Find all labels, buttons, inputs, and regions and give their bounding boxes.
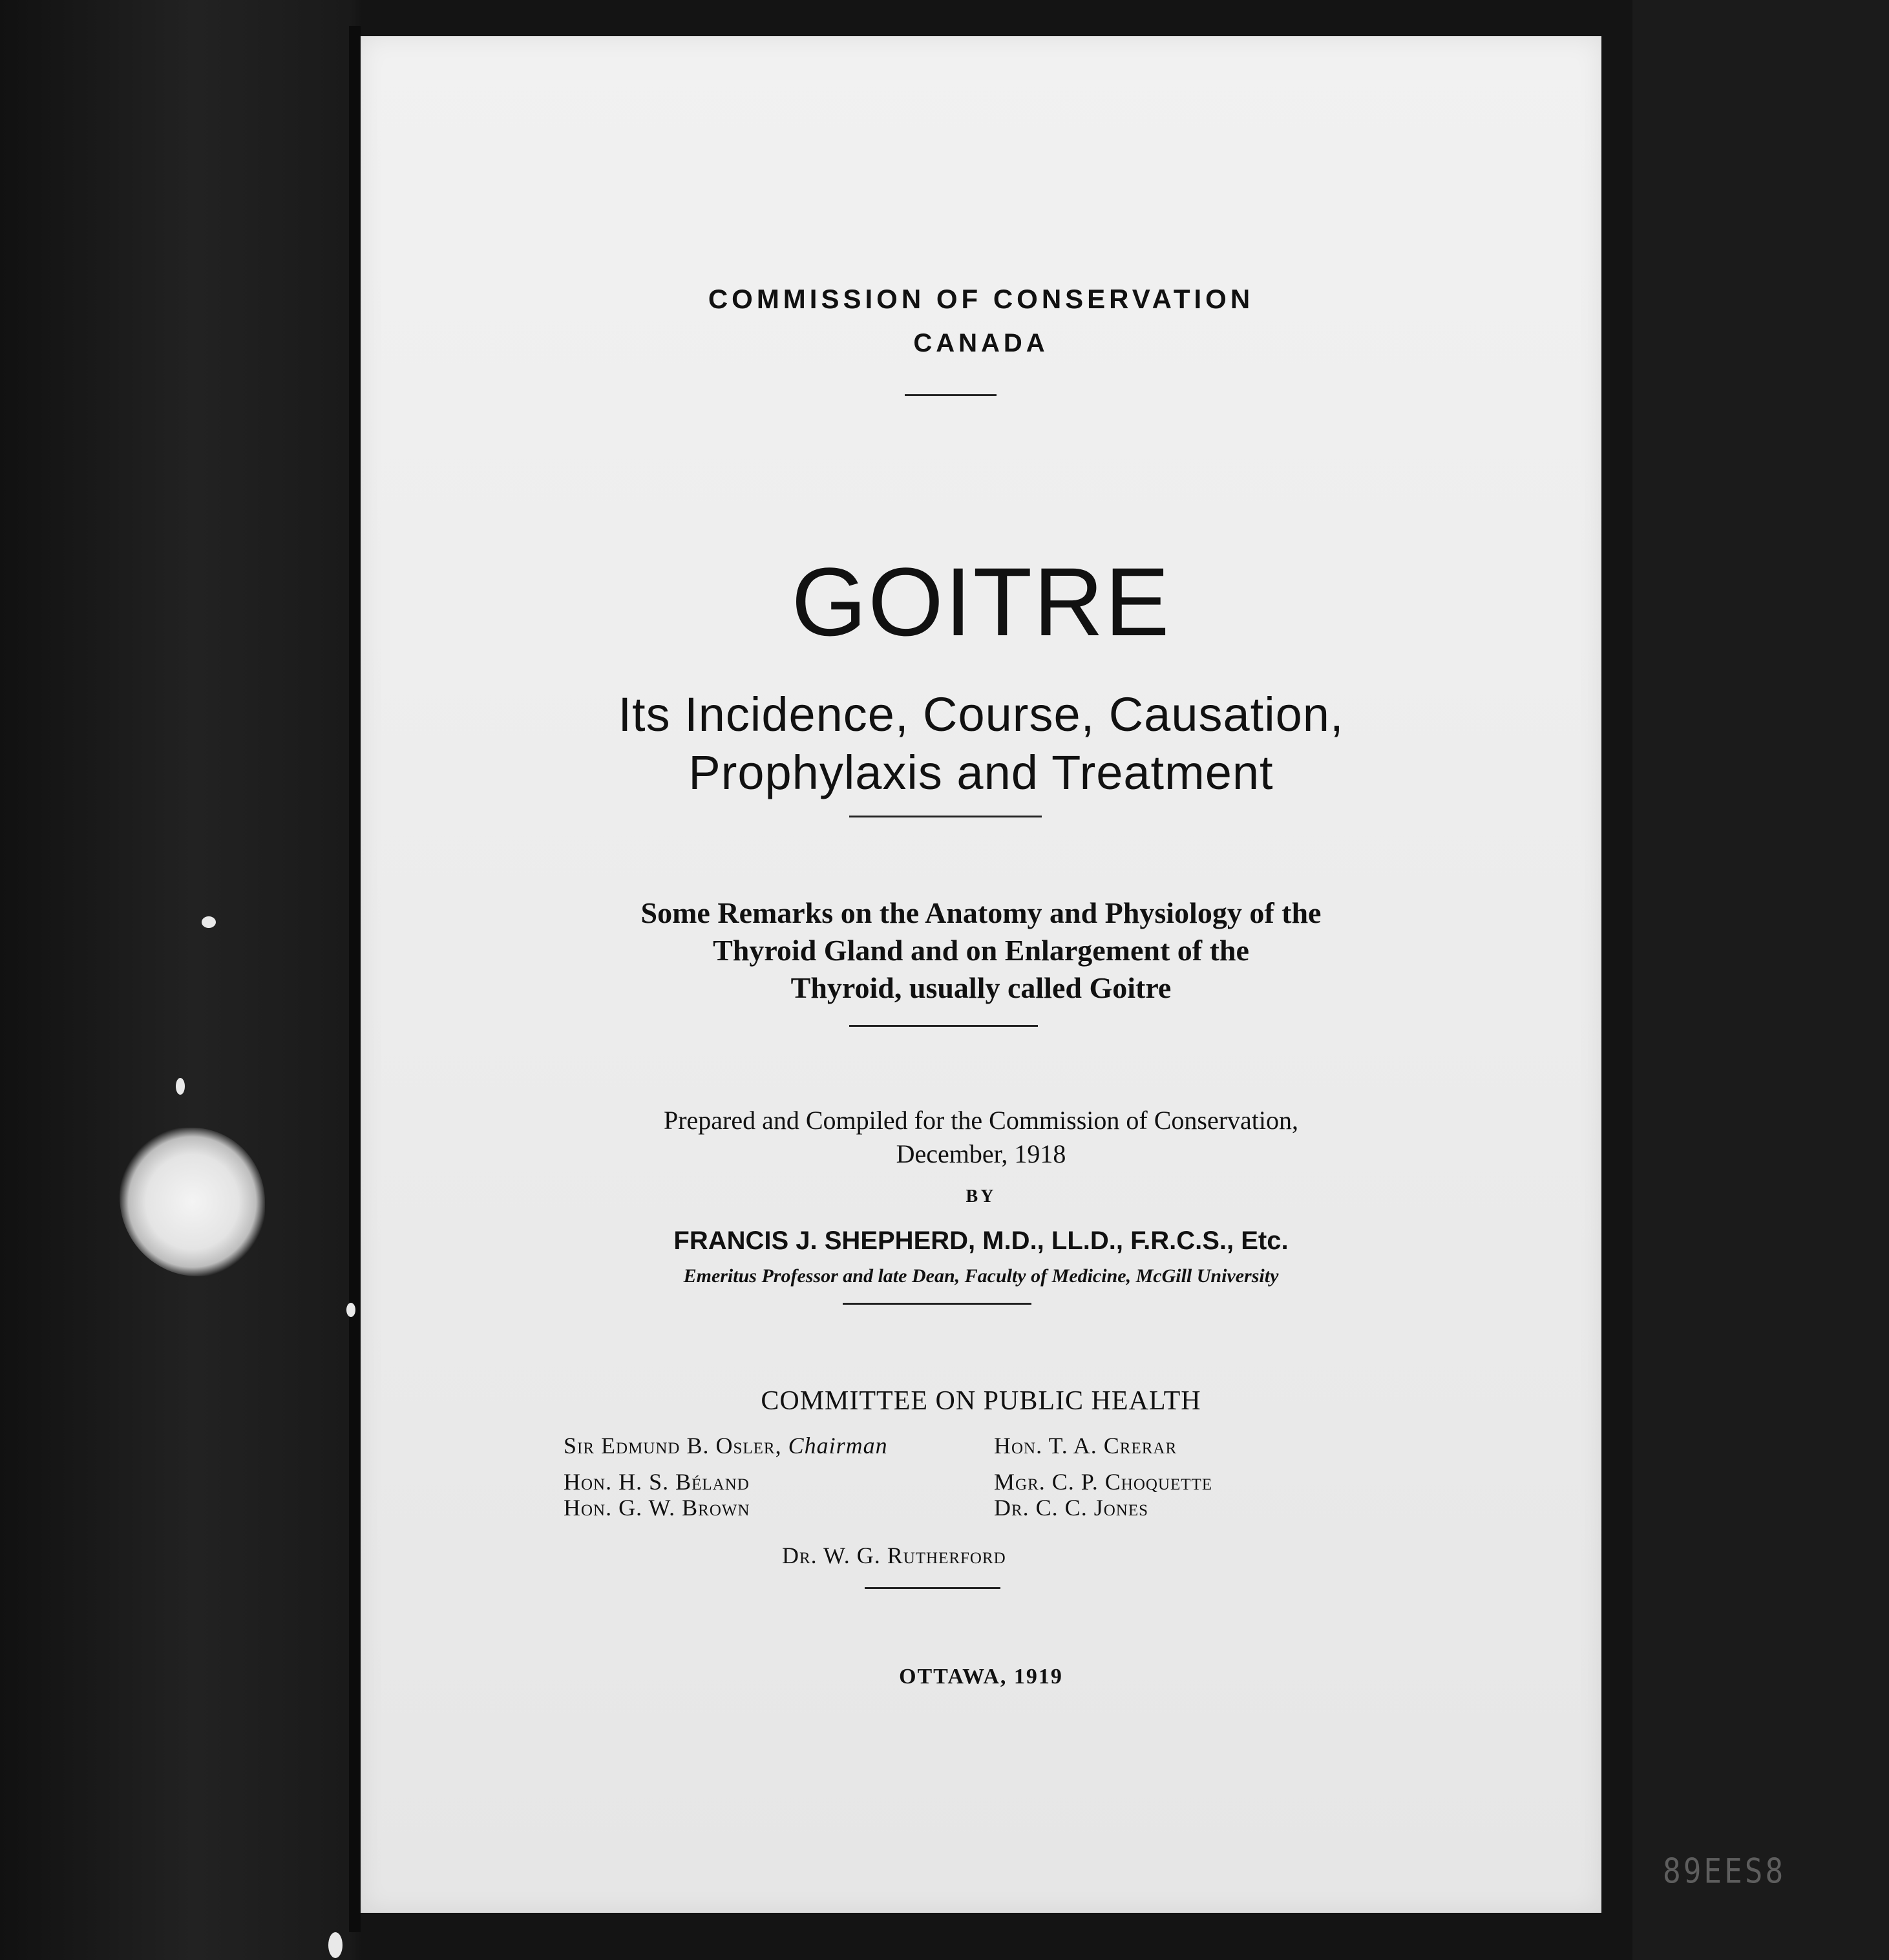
committee-member: Dr. W. G. Rutherford: [782, 1543, 1006, 1568]
publisher-heading: COMMISSION OF CONSERVATION: [708, 284, 1254, 314]
committee-member: Dr. C. C. Jones: [994, 1495, 1148, 1521]
committee-member: Hon. G. W. Brown: [564, 1495, 750, 1521]
committee-member: Hon. H. S. Béland: [564, 1469, 750, 1495]
divider: [849, 816, 1042, 817]
subtitle-line-1: Its Incidence, Course, Causation,: [618, 688, 1344, 741]
publisher-country: CANADA: [913, 329, 1049, 357]
committee-title: COMMITTEE ON PUBLIC HEALTH: [761, 1386, 1201, 1416]
remarks-line-1: Some Remarks on the Anatomy and Physiology of the: [640, 896, 1322, 929]
divider: [849, 1025, 1038, 1027]
speck: [202, 916, 216, 928]
prepared-date: December, 1918: [896, 1139, 1066, 1168]
chairman-name: Sir Edmund B. Osler,: [564, 1433, 782, 1459]
subtitle-line-2: Prophylaxis and Treatment: [688, 746, 1274, 799]
document-title: GOITRE: [791, 547, 1171, 656]
by-label: BY: [966, 1186, 997, 1207]
author-affiliation: Emeritus Professor and late Dean, Faculty of Medicine, McGill University: [683, 1265, 1279, 1287]
committee-chairman: [564, 1432, 888, 1459]
divider: [865, 1587, 1000, 1589]
chairman-role: Chairman: [788, 1433, 888, 1459]
catalog-stamp: 89EES8: [1663, 1850, 1786, 1892]
committee-member: Hon. T. A. Crerar: [994, 1433, 1177, 1459]
imprint: OTTAWA, 1919: [899, 1665, 1063, 1689]
speck: [346, 1303, 355, 1317]
remarks-line-3: Thyroid, usually called Goitre: [790, 971, 1172, 1004]
prepared-line-1: Prepared and Compiled for the Commission of Conservation,: [663, 1106, 1299, 1135]
divider: [843, 1303, 1031, 1305]
speck: [176, 1078, 185, 1095]
divider: [905, 394, 997, 396]
committee-member: Mgr. C. P. Choquette: [994, 1469, 1213, 1495]
author-name: FRANCIS J. SHEPHERD, M.D., LL.D., F.R.C.S., Etc.: [673, 1227, 1289, 1255]
remarks-line-2: Thyroid Gland and on Enlargement of the: [713, 934, 1249, 967]
book-spine-edge: [349, 26, 361, 1932]
title-page: [361, 36, 1786, 1913]
speck: [328, 1932, 343, 1958]
